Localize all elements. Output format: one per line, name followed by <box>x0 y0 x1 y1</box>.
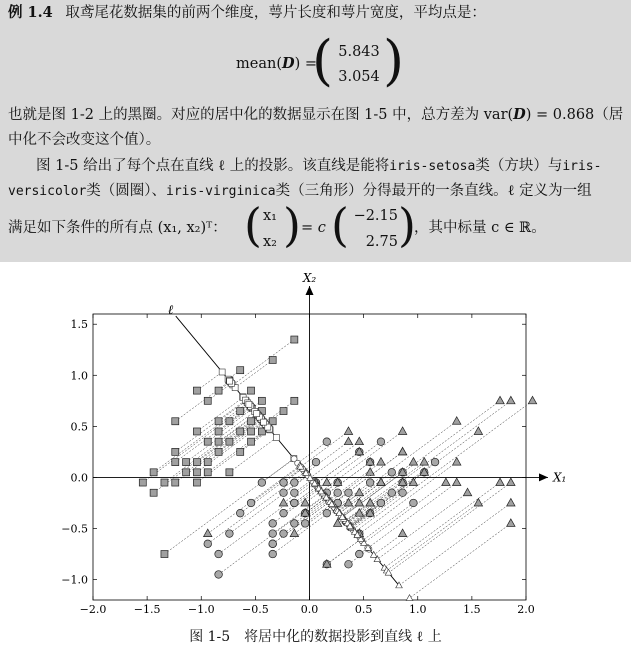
projected-square <box>261 419 267 425</box>
virginica-triangle <box>507 396 515 404</box>
virginica-triangle <box>474 427 482 435</box>
versicolor-circle <box>355 550 363 558</box>
setosa-square <box>269 356 276 363</box>
virginica-triangle <box>453 417 461 425</box>
projection-line <box>399 503 511 585</box>
setosa-square <box>248 387 255 394</box>
projection-lines <box>143 340 533 599</box>
virginica-triangle <box>453 478 461 486</box>
vec-c1: −2.15 <box>353 208 398 224</box>
projection-line <box>321 431 402 491</box>
versicolor-circle <box>388 469 396 477</box>
projection-line <box>336 421 456 510</box>
setosa-square <box>226 418 233 425</box>
projected-square <box>254 411 260 417</box>
setosa-square <box>237 408 244 415</box>
setosa-square <box>172 448 179 455</box>
virginica-triangle <box>344 437 352 445</box>
versicolor-circle <box>301 520 309 528</box>
virginica-triangle <box>398 447 406 455</box>
y-tick-label: 0.5 <box>70 420 88 434</box>
text-2a: 也就是图 1-2 上的黑圈。对应的居中化的数据显示在图 1-5 中，总方差为 var( <box>8 107 514 123</box>
versicolor-circle <box>399 489 407 497</box>
text-5a: versicolor <box>8 184 87 199</box>
setosa-square <box>215 438 222 445</box>
x-tick-label: 1.0 <box>409 603 427 616</box>
text-5c: iris-virginica <box>166 184 276 199</box>
x-axis-label: X₁ <box>553 470 567 485</box>
setosa-square <box>172 459 179 466</box>
versicolor-circle <box>431 458 439 466</box>
eq-c: = c <box>301 220 326 236</box>
versicolor-circle <box>204 540 212 548</box>
projection-line <box>208 466 300 534</box>
setosa-square <box>280 408 287 415</box>
x-tick-label: −2.0 <box>79 603 107 616</box>
setosa-square <box>248 438 255 445</box>
virginica-triangle <box>442 478 450 486</box>
virginica-triangle <box>474 498 482 506</box>
x-tick-label: −1.0 <box>187 603 215 616</box>
setosa-square <box>291 336 298 343</box>
virginica-triangle <box>507 498 515 506</box>
projection-line <box>345 462 424 520</box>
versicolor-circle <box>280 479 288 487</box>
projection-line <box>294 499 327 523</box>
example-line-6b: ，其中标量 c ∈ ℝ。 <box>414 220 546 236</box>
versicolor-circle <box>247 499 255 507</box>
tick-labels <box>61 271 566 616</box>
projection-line <box>197 397 243 431</box>
vec-c-right-paren: ) <box>398 198 416 252</box>
x-tick-label: 0.0 <box>300 603 319 616</box>
setosa-square <box>237 428 244 435</box>
versicolor-circle <box>258 479 266 487</box>
versicolor-circle <box>269 530 277 538</box>
virginica-triangle <box>409 458 417 466</box>
example-intro: 取鸢尾花数据集的前两个维度，萼片长度和萼片宽度，平均点是： <box>65 5 486 21</box>
y-tick-label: 1.5 <box>70 318 88 332</box>
setosa-square <box>193 428 200 435</box>
setosa-square <box>183 459 190 466</box>
x-axis-arrow <box>539 473 548 481</box>
versicolor-circle <box>291 520 299 528</box>
versicolor-circle <box>226 530 234 538</box>
virginica-triangle <box>355 488 363 496</box>
mean-value-1: 5.843 <box>338 44 380 60</box>
mean-suffix: ) = <box>294 56 317 72</box>
example-box <box>0 0 631 262</box>
x-tick-label: −0.5 <box>242 603 269 616</box>
projection-line <box>355 401 533 532</box>
virginica-triangle <box>333 519 341 527</box>
setosa-square <box>258 397 265 404</box>
y-tick-label: −0.5 <box>61 522 88 536</box>
virginica-triangle <box>279 498 287 506</box>
virginica-triangle <box>420 458 428 466</box>
virginica-triangle <box>204 529 212 537</box>
versicolor-circle <box>323 509 331 517</box>
right-paren: ) <box>383 29 405 92</box>
versicolor-circle <box>377 438 385 446</box>
versicolor-circle <box>269 540 277 548</box>
virginica-triangle <box>366 468 374 476</box>
vec-x-left-paren: ( <box>244 198 262 252</box>
virginica-triangle <box>463 488 471 496</box>
versicolor-circle <box>280 489 288 497</box>
versicolor-circle <box>291 479 299 487</box>
setosa-square <box>291 397 298 404</box>
setosa-square <box>150 469 157 476</box>
x-tick-label: −1.5 <box>133 603 161 616</box>
setosa-square <box>248 428 255 435</box>
virginica-triangle <box>453 458 461 466</box>
text-4c: 类（方块）与 <box>475 158 563 174</box>
example-label: 例 1.4 <box>8 4 53 21</box>
y-tick-label: 1.0 <box>70 369 88 383</box>
text-5b: 类（圆圈）、 <box>86 183 167 199</box>
projection-line <box>389 483 511 573</box>
setosa-square <box>193 459 200 466</box>
setosa-square <box>172 479 179 486</box>
versicolor-circle <box>291 489 299 497</box>
setosa-square <box>193 479 200 486</box>
x-tick-label: 1.5 <box>463 603 481 616</box>
mean-symbol-d: D <box>281 55 295 72</box>
setosa-square <box>237 367 244 374</box>
figure-caption: 图 1-5 将居中化的数据投影到直线 ℓ 上 <box>189 629 442 645</box>
y-tick-label: −1.0 <box>61 573 88 587</box>
projection-line <box>208 409 253 442</box>
virginica-triangle <box>377 478 385 486</box>
versicolor-circle <box>377 499 385 507</box>
projection-line <box>233 340 295 385</box>
setosa-square <box>204 469 211 476</box>
setosa-square <box>215 448 222 455</box>
text-5d: 类（三角形）分得最开的一条直线。ℓ 定义为一组 <box>275 183 592 199</box>
setosa-square <box>204 438 211 445</box>
setosa-square <box>204 459 211 466</box>
vec-c-left-paren: ( <box>331 198 349 252</box>
versicolor-circle <box>312 458 320 466</box>
versicolor-circle <box>269 520 277 528</box>
text-4d: iris- <box>562 159 602 174</box>
mean-value-2: 3.054 <box>338 69 380 85</box>
versicolor-circle <box>236 509 244 517</box>
virginica-triangle <box>377 458 385 466</box>
projection-line <box>306 442 349 473</box>
setosa-square <box>226 469 233 476</box>
projection-line <box>219 420 262 452</box>
setosa-square <box>258 428 265 435</box>
virginica-triangle <box>496 396 504 404</box>
projection-line <box>284 488 319 513</box>
projection-line <box>368 483 457 548</box>
projection-line <box>327 539 361 564</box>
setosa-square <box>193 387 200 394</box>
projected-triangle <box>406 595 413 601</box>
left-paren: ( <box>312 29 334 92</box>
setosa-square <box>215 428 222 435</box>
projected-square <box>219 369 225 375</box>
example-line-3: 中化不会改变这个值）。 <box>8 132 161 148</box>
versicolor-circle <box>215 571 223 579</box>
setosa-square <box>161 479 168 486</box>
virginica-triangle <box>507 478 515 486</box>
versicolor-circle <box>291 499 299 507</box>
projection-line <box>262 459 294 483</box>
text-2b: ) = 0.868（居 <box>525 107 624 123</box>
projection-line <box>298 442 327 463</box>
projection-line <box>301 431 349 466</box>
setosa-square <box>139 479 146 486</box>
setosa-square <box>248 418 255 425</box>
virginica-triangle <box>290 529 298 537</box>
projected-square <box>246 401 252 407</box>
vec-c2: 2.75 <box>365 234 398 250</box>
example-line-2 <box>8 106 623 124</box>
setosa-square <box>215 387 222 394</box>
setosa-square <box>269 418 276 425</box>
x-tick-label: 2.0 <box>517 603 535 616</box>
virginica-triangle <box>398 529 406 537</box>
versicolor-circle <box>345 489 353 497</box>
virginica-triangle <box>398 427 406 435</box>
line-l-label: ℓ <box>167 303 174 319</box>
projection-line <box>377 493 467 560</box>
virginica-triangle <box>344 427 352 435</box>
var-symbol-d: D <box>513 106 526 123</box>
virginica-triangle <box>507 519 515 527</box>
versicolor-circle <box>280 530 288 538</box>
setosa-square <box>161 551 168 558</box>
versicolor-circle <box>269 550 277 558</box>
versicolor-circle <box>366 479 374 487</box>
setosa-square <box>172 418 179 425</box>
setosa-square <box>237 448 244 455</box>
versicolor-circle <box>334 489 342 497</box>
example-line-6a: 满足如下条件的所有点 (x₁, x₂)ᵀ： <box>8 220 227 236</box>
setosa-square <box>150 489 157 496</box>
text-4a: 图 1-5 给出了每个点在直线 ℓ 上的投影。该直线是能将 <box>36 158 390 174</box>
projection-line <box>410 523 511 598</box>
setosa-square <box>183 469 190 476</box>
setosa-square <box>215 418 222 425</box>
y-tick-label: 0.0 <box>70 471 88 485</box>
vec-x2: x₂ <box>263 234 277 250</box>
vec-x1: x₁ <box>263 208 277 224</box>
versicolor-circle <box>323 438 331 446</box>
setosa-square <box>226 438 233 445</box>
versicolor-circle <box>345 560 353 568</box>
x-tick-label: 0.5 <box>354 603 373 616</box>
projection-chart <box>0 270 631 622</box>
y-axis-arrow <box>306 286 314 295</box>
projected-square <box>227 378 233 384</box>
text-4b: iris-setosa <box>389 159 476 174</box>
versicolor-circle <box>280 509 288 517</box>
versicolor-circle <box>215 550 223 558</box>
versicolor-circle <box>388 489 396 497</box>
virginica-triangle <box>528 396 536 404</box>
mean-equation <box>236 55 317 73</box>
virginica-triangle <box>355 437 363 445</box>
versicolor-circle <box>410 499 418 507</box>
example-line-4 <box>36 157 601 176</box>
setosa-square <box>204 397 211 404</box>
virginica-triangle <box>301 498 309 506</box>
projected-square <box>273 435 279 441</box>
example-line-1 <box>8 4 486 22</box>
virginica-triangle <box>496 478 504 486</box>
mean-prefix: mean( <box>236 56 282 72</box>
vec-x-right-paren: ) <box>283 198 301 252</box>
setosa-square <box>193 469 200 476</box>
y-axis-label: X₂ <box>302 271 317 285</box>
